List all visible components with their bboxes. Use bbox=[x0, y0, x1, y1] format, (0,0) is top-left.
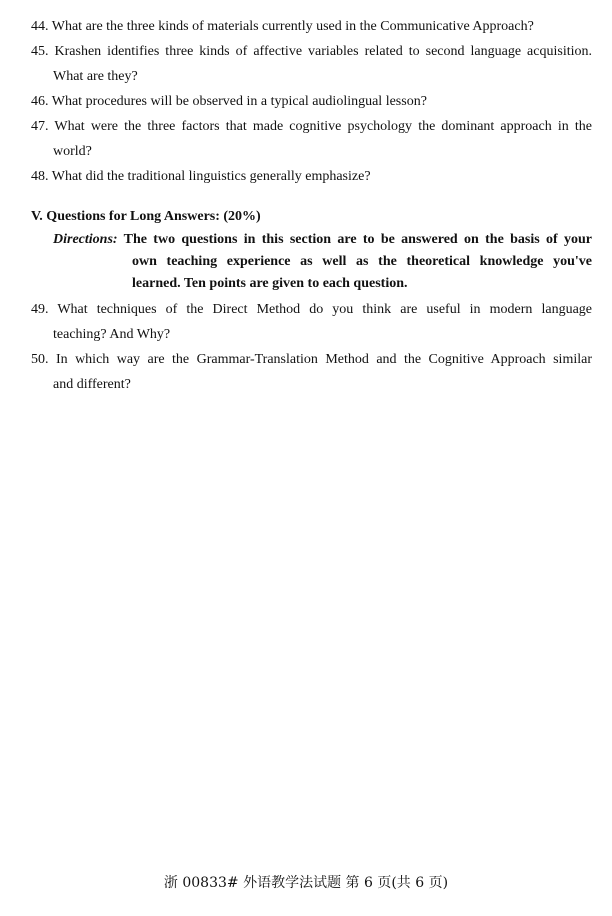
section-v-heading: V. Questions for Long Answers: (20%) bbox=[31, 209, 261, 224]
question-48 bbox=[31, 164, 592, 189]
question-45-text-line-2: What are they? bbox=[53, 69, 138, 84]
question-49 bbox=[31, 297, 592, 347]
question-50 bbox=[31, 347, 592, 397]
question-46 bbox=[31, 89, 592, 114]
question-47 bbox=[31, 114, 592, 164]
directions-label: Directions: bbox=[53, 232, 118, 247]
question-46-text: 46. What procedures will be observed in a typical audiolingual lesson? bbox=[31, 94, 427, 109]
question-49-text-line-2: teaching? And Why? bbox=[53, 327, 171, 342]
directions-line-2: own teaching experience as well as the theoretical knowledge you've bbox=[132, 254, 592, 269]
question-47-text-line-1: 47. What were the three factors that made cognitive psychology the dominant approach in the bbox=[31, 119, 592, 134]
question-47-text-line-2: world? bbox=[53, 144, 92, 159]
section-v-directions bbox=[53, 229, 592, 295]
question-44-text: 44. What are the three kinds of materials currently used in the Communicative Approach? bbox=[31, 19, 534, 34]
question-45-text-line-1: 45. Krashen identifies three kinds of affective variables related to second language acquisition. bbox=[31, 44, 592, 59]
question-45 bbox=[31, 39, 592, 89]
question-48-text: 48. What did the traditional linguistics generally emphasize? bbox=[31, 169, 371, 184]
page-footer: 浙 00833# 外语教学法试题 第 6 页(共 6 页) bbox=[163, 875, 449, 891]
question-50-text-line-1: 50. In which way are the Grammar-Translation Method and the Cognitive Approach similar bbox=[31, 352, 592, 367]
question-44 bbox=[31, 14, 592, 39]
question-49-text-line-1: 49. What techniques of the Direct Method do you think are useful in modern language bbox=[31, 302, 592, 317]
directions-line-1 bbox=[53, 229, 592, 251]
directions-line-3: learned. Ten points are given to each question. bbox=[132, 276, 408, 291]
question-50-text-line-2: and different? bbox=[53, 377, 131, 392]
directions-text-1: The two questions in this section are to be answered on the basis of your bbox=[123, 232, 592, 247]
